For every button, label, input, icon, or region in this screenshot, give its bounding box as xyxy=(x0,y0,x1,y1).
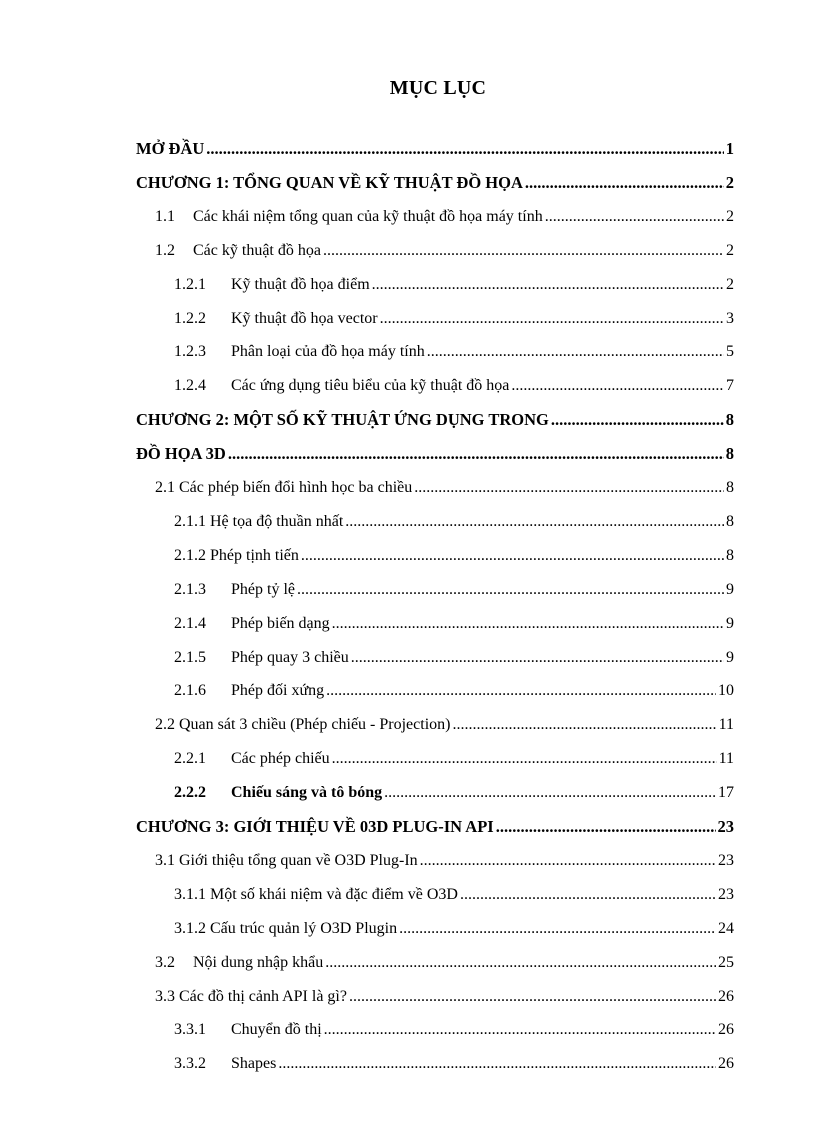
toc-entry[interactable] xyxy=(174,680,734,702)
toc-page-number: 9 xyxy=(726,614,734,632)
toc-leader-dots xyxy=(351,647,724,669)
toc-leader-dots xyxy=(384,782,716,804)
toc-page-number: 23 xyxy=(717,817,734,836)
toc-entry-title: Phân loại của đồ họa máy tính xyxy=(231,343,425,361)
toc-entry[interactable] xyxy=(174,341,734,363)
toc-page-number: 23 xyxy=(718,851,734,869)
toc-entry[interactable] xyxy=(155,477,734,499)
toc-leader-dots xyxy=(414,477,724,499)
toc-entry-title: Shapes xyxy=(231,1055,277,1073)
toc-entry[interactable] xyxy=(136,172,734,194)
toc-entry-title: CHƯƠNG 3: GIỚI THIỆU VỀ 03D PLUG-IN API xyxy=(136,817,494,836)
toc-entry[interactable] xyxy=(174,1053,734,1075)
toc-entry-title: Phép biến dạng xyxy=(231,614,330,632)
toc-leader-dots xyxy=(551,409,724,431)
toc-page-number: 24 xyxy=(718,919,734,937)
toc-leader-dots xyxy=(297,579,724,601)
toc-page-number: 5 xyxy=(726,343,734,361)
toc-entry-number: 2.1.5 xyxy=(174,648,206,666)
toc-page-number: 9 xyxy=(726,580,734,598)
toc-entry[interactable] xyxy=(174,647,734,669)
toc-entry-number: 3.3.1 xyxy=(174,1021,206,1039)
toc-entry-number: 2.1.6 xyxy=(174,682,206,700)
toc-page-number: 10 xyxy=(718,682,734,700)
toc-entry-title: Các khái niệm tổng quan của kỹ thuật đồ họa máy tính xyxy=(193,207,543,225)
toc-entry-number: 2.2.1 xyxy=(174,750,206,768)
toc-entry[interactable] xyxy=(136,443,734,465)
toc-page-number: 11 xyxy=(718,750,734,768)
toc-entry-title: Phép quay 3 chiều xyxy=(231,648,349,666)
toc-entry-number: 3.3.2 xyxy=(174,1055,206,1073)
toc-entry-title: Kỹ thuật đồ họa vector xyxy=(231,309,378,327)
toc-entry-title: CHƯƠNG 2: MỘT SỐ KỸ THUẬT ỨNG DỤNG TRONG xyxy=(136,410,549,430)
toc-entry[interactable] xyxy=(155,714,734,736)
toc-entry[interactable] xyxy=(155,206,734,228)
toc-entry[interactable] xyxy=(136,409,734,431)
toc-entry[interactable] xyxy=(174,918,734,940)
toc-entry-number: 1.2 xyxy=(155,241,175,259)
toc-entry-number: 2.1.4 xyxy=(174,614,206,632)
toc-page-number: 26 xyxy=(718,1055,734,1073)
toc-entry-title: 3.1.2 Cấu trúc quản lý O3D Plugin xyxy=(174,919,398,937)
toc-leader-dots xyxy=(323,240,724,262)
toc-entry[interactable] xyxy=(136,816,734,838)
toc-entry[interactable] xyxy=(174,613,734,635)
toc-entry-title: Phép đối xứng xyxy=(231,682,325,700)
toc-page-number: 11 xyxy=(718,716,734,734)
toc-leader-dots xyxy=(332,748,717,770)
toc-leader-dots xyxy=(372,274,724,296)
toc-entry-title: Phép tỷ lệ xyxy=(231,580,295,598)
toc-entry[interactable] xyxy=(155,986,734,1008)
toc-entry-title: 2.2 Quan sát 3 chiều (Phép chiếu - Projection) xyxy=(155,716,451,734)
toc-leader-dots xyxy=(427,341,724,363)
toc-page-number: 2 xyxy=(726,207,734,225)
toc-leader-dots xyxy=(228,443,724,465)
toc-page-number: 25 xyxy=(718,953,734,971)
toc-entry-title: CHƯƠNG 1: TỔNG QUAN VỀ KỸ THUẬT ĐỒ HỌA xyxy=(136,172,523,192)
toc-entry-title: 3.1 Giới thiệu tổng quan về O3D Plug-In xyxy=(155,851,418,869)
toc-page-number: 8 xyxy=(725,410,734,430)
toc-entry-number: 2.1.3 xyxy=(174,580,206,598)
toc-entry-number: 2.2.2 xyxy=(174,784,206,802)
toc-entry-title: 3.3 Các đồ thị cảnh API là gì? xyxy=(155,987,347,1005)
toc-page-number: 26 xyxy=(718,987,734,1005)
toc-entry-number: 1.2.3 xyxy=(174,343,206,361)
toc-leader-dots xyxy=(380,308,724,330)
toc-entry-title: Kỹ thuật đồ họa điểm xyxy=(231,275,370,293)
toc-entry[interactable] xyxy=(155,952,734,974)
toc-entry-title: Các phép chiếu xyxy=(231,750,330,768)
toc-leader-dots xyxy=(332,613,724,635)
toc-entry-title: ĐỒ HỌA 3D xyxy=(136,444,226,464)
toc-page-number: 8 xyxy=(726,479,734,496)
toc-page-number: 8 xyxy=(726,546,734,564)
toc-entry-number: 3.2 xyxy=(155,953,175,971)
toc-entry-title: 3.1.1 Một số khái niệm và đặc điểm về O3D xyxy=(174,885,458,903)
toc-entry-title: Các kỹ thuật đồ họa xyxy=(193,241,321,259)
toc-leader-dots xyxy=(525,172,724,194)
toc-entry-number: 1.2.2 xyxy=(174,309,206,327)
toc-entry-title: Chiếu sáng và tô bóng xyxy=(231,784,383,802)
toc-leader-dots xyxy=(324,1019,716,1041)
toc-entry[interactable] xyxy=(174,511,734,533)
toc-title: MỤC LỤC xyxy=(389,77,487,99)
toc-entry-title: 2.1.1 Hệ tọa độ thuần nhất xyxy=(174,512,344,530)
toc-page-number: 2 xyxy=(726,241,734,259)
toc-leader-dots xyxy=(496,816,716,838)
toc-entry-title: MỞ ĐẦU xyxy=(136,139,205,158)
toc-entry[interactable] xyxy=(174,308,734,330)
toc-leader-dots xyxy=(345,511,724,533)
toc-page-number: 2 xyxy=(726,275,734,293)
toc-entry[interactable] xyxy=(136,138,734,160)
toc-page-number: 23 xyxy=(718,885,734,903)
toc-page-number: 8 xyxy=(726,512,734,530)
toc-entry[interactable] xyxy=(174,782,734,804)
toc-leader-dots xyxy=(206,138,723,160)
toc-leader-dots xyxy=(545,206,724,228)
toc-leader-dots xyxy=(420,850,716,872)
toc-page-number: 3 xyxy=(726,309,734,327)
toc-entry-title: 2.1 Các phép biến đổi hình học ba chiều xyxy=(155,479,413,496)
toc-entry[interactable] xyxy=(174,375,734,397)
toc-page-number: 8 xyxy=(725,444,734,464)
toc-entry-number: 1.1 xyxy=(155,207,175,225)
toc-leader-dots xyxy=(399,918,716,940)
toc-leader-dots xyxy=(349,986,716,1008)
toc-entry[interactable] xyxy=(174,545,734,567)
toc-leader-dots xyxy=(452,714,716,736)
toc-entry-title: 2.1.2 Phép tịnh tiến xyxy=(174,546,299,564)
toc-leader-dots xyxy=(326,680,716,702)
toc-page-number: 17 xyxy=(718,784,734,802)
toc-entry-title: Nội dung nhập khẩu xyxy=(193,953,324,971)
toc-leader-dots xyxy=(511,375,724,397)
toc-leader-dots xyxy=(325,952,716,974)
toc-entry[interactable] xyxy=(174,579,734,601)
toc-entry-number: 1.2.1 xyxy=(174,275,206,293)
toc-entry[interactable] xyxy=(174,1019,734,1041)
toc-page-number: 2 xyxy=(725,172,734,192)
toc-entry[interactable] xyxy=(174,748,734,770)
toc-leader-dots xyxy=(460,884,716,906)
toc-page-number: 9 xyxy=(726,648,734,666)
toc-entry-title: Các ứng dụng tiêu biểu của kỹ thuật đồ họa xyxy=(231,377,510,395)
toc-leader-dots xyxy=(301,545,724,567)
toc-entry[interactable] xyxy=(155,850,734,872)
toc-entry[interactable] xyxy=(174,884,734,906)
toc-leader-dots xyxy=(278,1053,716,1075)
toc-entry[interactable] xyxy=(155,240,734,262)
toc-entry[interactable] xyxy=(174,274,734,296)
toc-entry-title: Chuyển đồ thị xyxy=(231,1021,322,1039)
toc-page-number: 1 xyxy=(725,139,734,158)
toc-entry-number: 1.2.4 xyxy=(174,377,206,395)
toc-page-number: 26 xyxy=(718,1021,734,1039)
toc-page-number: 7 xyxy=(726,377,734,395)
